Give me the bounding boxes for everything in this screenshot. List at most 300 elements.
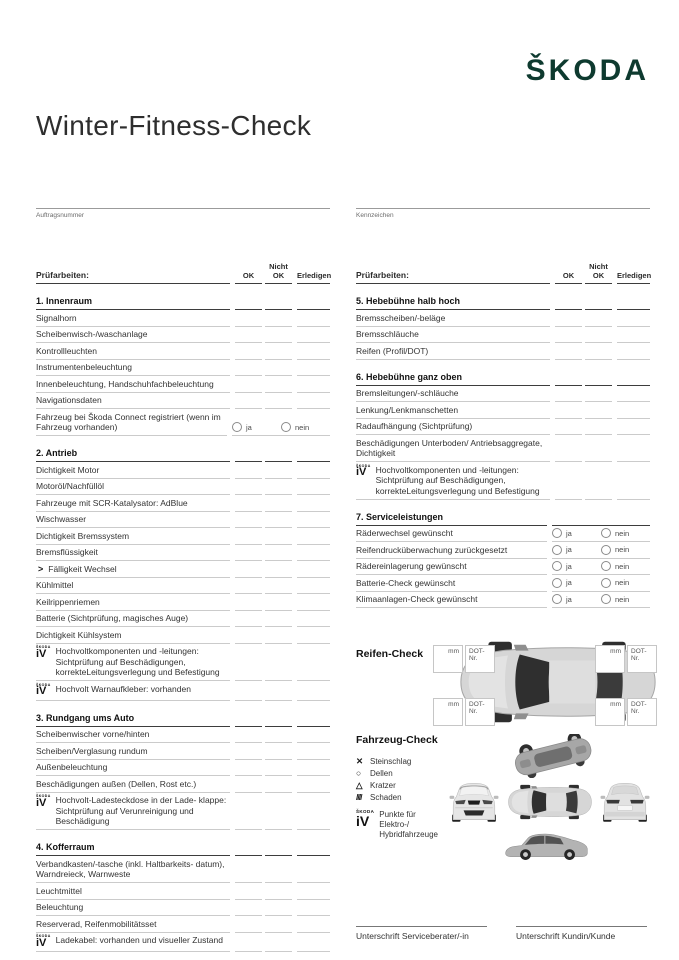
not-ok-mark-cell[interactable] [265,699,292,701]
not-ok-mark-cell[interactable] [585,433,612,435]
done-mark-cell[interactable] [297,559,330,561]
done-mark-cell[interactable] [297,625,330,627]
not-ok-mark-cell[interactable] [265,510,292,512]
check-row [36,743,330,760]
legend-symbol-icon: ○ [356,768,361,778]
signature-line[interactable] [356,918,487,927]
ok-mark-cell[interactable] [235,950,262,952]
done-mark-cell[interactable] [297,526,330,528]
radio-circle-icon[interactable] [232,422,242,432]
ok-mark-cell[interactable] [235,325,262,327]
done-mark-cell[interactable] [297,642,330,644]
not-ok-mark-cell [265,308,292,310]
not-ok-mark-cell[interactable] [265,758,292,760]
done-mark-cell[interactable] [617,417,650,419]
check-item-text: Kontrollleuchten [36,345,97,356]
legend-symbol-icon: //// [356,792,362,802]
done-header: Erledigen [297,271,330,284]
check-row [36,479,330,496]
check-row [36,644,330,682]
ok-mark-cell[interactable] [235,699,262,701]
ok-mark-cell[interactable] [235,881,262,883]
radio-circle-icon[interactable] [601,594,611,604]
done-mark-cell[interactable] [297,950,330,952]
tyre-mm-input-rear-right[interactable]: mm [595,698,625,726]
ok-mark-cell[interactable] [235,774,262,776]
check-row [356,526,650,543]
iv-mark-text: iV [356,466,367,478]
tyre-dot-input-rear-left[interactable]: DOT-Nr. [627,645,657,673]
done-mark-cell[interactable] [297,741,330,743]
ok-mark-cell[interactable] [235,609,262,611]
not-ok-mark-cell[interactable] [265,774,292,776]
ok-mark-cell [235,725,262,727]
done-mark-cell[interactable] [297,699,330,701]
skoda-iv-icon [36,646,51,660]
not-ok-mark-cell[interactable] [265,325,292,327]
check-item-label [356,542,547,559]
check-item-label [36,776,230,793]
ok-mark-cell[interactable] [555,460,582,462]
license-plate-label: Kennzeichen [356,212,394,219]
ok-mark-cell[interactable] [235,391,262,393]
ok-mark-cell[interactable] [235,341,262,343]
done-mark-cell[interactable] [617,498,650,500]
ok-mark-cell[interactable] [235,358,262,360]
not-ok-mark-cell[interactable] [265,881,292,883]
not-ok-mark-cell[interactable] [265,341,292,343]
tyre-mm-input-front-right[interactable]: mm [433,698,463,726]
check-item-text: Beschädigungen außen (Dellen, Rost etc.) [36,778,197,789]
check-item-label [356,419,550,436]
ja-nein-radios [552,526,650,542]
ok-mark-cell[interactable] [555,400,582,402]
done-mark-cell[interactable] [297,881,330,883]
done-mark-cell[interactable] [297,592,330,594]
done-mark-cell [617,384,650,386]
check-item-text: Batterie (Sichtprüfung, magisches Auge) [36,613,189,623]
ok-mark-cell[interactable] [235,477,262,479]
not-ok-mark-cell[interactable] [265,543,292,545]
done-header: Erledigen [617,271,650,284]
license-plate-input-line[interactable] [356,201,650,209]
ok-mark-cell[interactable] [235,828,262,830]
done-mark-cell[interactable] [297,407,330,409]
ja-nein-radios [552,592,650,608]
not-ok-mark-cell [265,854,292,856]
check-item-label [36,644,230,682]
legend-symbol-icon: △ [356,779,362,790]
vehicle-check-title: Fahrzeug-Check [356,734,438,746]
check-row [36,727,330,744]
done-mark-cell [297,308,330,310]
ok-mark-cell[interactable] [555,498,582,500]
check-item-label [36,681,230,701]
check-item-text: Hochvolt-Ladesteckdose in der Lade- klappe: Sichtprüfung auf Verunreinigung und Beschädigung [55,795,227,826]
not-ok-mark-cell[interactable] [265,592,292,594]
ok-mark-cell[interactable] [555,325,582,327]
car-top-view-image[interactable] [506,782,594,822]
done-mark-cell[interactable] [617,433,650,435]
check-item-text: Innenbeleuchtung, Handschuhfachbeleuchtung [36,378,214,389]
not-ok-mark-cell[interactable] [265,526,292,528]
ok-mark-cell[interactable] [235,914,262,916]
signature-line[interactable] [516,918,647,927]
car-front-view-image[interactable] [448,780,500,824]
check-item-text: Rädereinlagerung gewünscht [356,561,467,571]
check-section [36,713,330,831]
check-item-text: Hochvolt Warnaufkleber: vorhanden [55,683,191,694]
tasks-header: Prüfarbeiten: [356,270,550,284]
ok-mark-cell[interactable] [235,526,262,528]
check-row [356,419,650,436]
radio-label: nein [615,578,630,587]
done-mark-cell[interactable] [617,460,650,462]
ok-mark-cell[interactable] [235,625,262,627]
check-row [36,343,330,360]
check-item-text: Bremsschläuche [356,329,419,339]
check-item-label [36,376,230,393]
check-row [36,512,330,529]
not-ok-mark-cell[interactable] [585,358,612,360]
check-row [36,627,330,644]
done-mark-cell[interactable] [297,576,330,578]
not-ok-mark-cell[interactable] [265,931,292,933]
check-item-text: Motoröl/Nachfüllöl [36,481,105,491]
check-item-label [36,393,230,410]
check-item-text: Kühlmittel [36,580,74,590]
signature-customer[interactable] [516,918,647,941]
check-item-text: Bremsscheiben/-beläge [356,312,446,323]
radio-circle-icon[interactable] [552,594,562,604]
check-section [36,842,330,952]
check-item-label [36,462,230,479]
check-item-label [36,594,230,611]
ok-mark-cell[interactable] [555,358,582,360]
tyre-dot-input-front-left[interactable]: DOT-Nr. [465,645,495,673]
check-item-text: Dichtigkeit Bremssystem [36,530,130,541]
ok-mark-cell[interactable] [235,931,262,933]
not-ok-mark-cell [585,384,612,386]
not-ok-mark-cell[interactable] [265,407,292,409]
signature-area [356,918,650,941]
signature-service-advisor[interactable] [356,918,487,941]
tyre-mm-input-front-left[interactable]: mm [433,645,463,673]
radio-circle-icon[interactable] [601,545,611,555]
radio-label: nein [615,528,630,538]
ja-nein-radios [552,559,650,575]
check-row [356,402,650,419]
license-plate-field[interactable] [356,201,650,219]
not-ok-mark-cell[interactable] [265,391,292,393]
ok-mark-cell[interactable] [235,592,262,594]
check-row [36,900,330,917]
iv-mark-text: iV [36,685,47,697]
not-ok-mark-cell[interactable] [265,358,292,360]
check-item-label [356,462,550,500]
check-item-text: Beleuchtung [36,902,84,912]
done-mark-cell[interactable] [297,914,330,916]
done-mark-cell[interactable] [297,609,330,611]
done-mark-cell[interactable] [617,325,650,327]
done-mark-cell[interactable] [297,543,330,545]
check-row [356,559,650,576]
not-ok-mark-cell[interactable] [265,609,292,611]
check-row [36,916,330,933]
ok-mark-cell[interactable] [555,433,582,435]
check-item-text: Wischwasser [36,514,87,524]
ok-mark-cell [235,308,262,310]
done-mark-cell[interactable] [297,325,330,327]
ok-mark-cell[interactable] [235,407,262,409]
radio-nein[interactable] [601,528,650,538]
done-mark-cell [297,854,330,856]
radio-nein[interactable] [601,561,650,571]
not-ok-mark-cell[interactable] [265,898,292,900]
ok-mark-cell[interactable] [235,741,262,743]
check-item-label [356,343,550,360]
check-item-text: Fahrzeuge mit SCR-Katalysator: AdBlue [36,497,188,508]
check-item-label [36,578,230,595]
not-ok-mark-cell[interactable] [265,741,292,743]
table-header [356,262,650,284]
section-header-row [36,296,330,310]
order-number-field[interactable] [36,201,330,219]
radio-circle-icon[interactable] [601,578,611,588]
done-mark-cell[interactable] [297,679,330,681]
check-item-label [36,727,230,744]
not-ok-mark-cell[interactable] [585,325,612,327]
done-mark-cell [297,460,330,462]
section-header-row [36,448,330,462]
ok-mark-cell[interactable] [235,576,262,578]
check-item-label [36,760,230,777]
done-mark-cell[interactable] [617,400,650,402]
done-mark-cell[interactable] [297,510,330,512]
check-row [36,376,330,393]
ok-mark-cell[interactable] [235,374,262,376]
radio-ja[interactable] [552,528,601,538]
done-mark-cell[interactable] [297,493,330,495]
car-underbody-view-image[interactable] [504,734,602,778]
ok-mark-cell[interactable] [235,559,262,561]
not-ok-mark-cell[interactable] [265,642,292,644]
ok-header: OK [235,271,262,284]
radio-label: ja [566,528,572,538]
done-mark-cell[interactable] [297,774,330,776]
radio-nein[interactable] [601,594,650,604]
skoda-iv-icon: ŠKODA iV [356,809,375,829]
radio-label: ja [566,578,572,587]
order-number-input-line[interactable] [36,201,330,209]
ok-mark-cell[interactable] [235,898,262,900]
page-title: Winter-Fitness-Check [36,110,312,141]
not-ok-mark-cell[interactable] [265,914,292,916]
done-mark-cell[interactable] [297,374,330,376]
check-row [36,611,330,628]
tyre-check-title: Reifen-Check [356,648,424,660]
done-mark-cell [617,308,650,310]
check-row [36,310,330,327]
not-ok-mark-cell[interactable] [265,477,292,479]
ok-mark-cell[interactable] [235,642,262,644]
radio-circle-icon[interactable] [552,545,562,555]
radio-ja[interactable] [552,578,601,588]
done-mark-cell[interactable] [297,477,330,479]
done-mark-cell[interactable] [297,358,330,360]
check-item-text: Batterie-Check gewünscht [356,577,456,588]
ok-mark-cell [555,308,582,310]
not-ok-mark-cell[interactable] [585,400,612,402]
skoda-iv-icon [356,465,371,479]
not-ok-mark-cell[interactable] [585,498,612,500]
not-ok-mark-cell [585,308,612,310]
not-ok-mark-cell[interactable] [265,828,292,830]
check-item-label [36,856,230,883]
check-item-text: Verbandkasten/-tasche (inkl. Haltbarkeits- datum), Warndreieck, Warnweste [36,858,225,879]
done-mark-cell[interactable] [617,358,650,360]
vehicle-check-section [356,734,679,879]
ok-mark-cell[interactable] [235,510,262,512]
check-item-label [356,327,550,344]
car-side-view-image[interactable] [504,828,590,864]
check-item-text: Ladekabel: vorhanden und visueller Zustand [55,935,223,945]
check-item-label [36,409,227,436]
ok-mark-cell[interactable] [235,493,262,495]
radio-circle-icon[interactable] [281,422,291,432]
radio-nein[interactable] [601,578,650,588]
ok-mark-cell[interactable] [555,341,582,343]
vehicle-views [436,734,679,879]
check-item-label [36,545,230,562]
check-row [36,462,330,479]
check-section [356,512,650,609]
check-item-text: Reserverad, Reifenmobilitätsset [36,918,157,929]
ok-mark-cell[interactable] [235,679,262,681]
not-ok-mark-cell [265,725,292,727]
tasks-header: Prüfarbeiten: [36,270,230,284]
done-mark-cell[interactable] [297,341,330,343]
legend-label: Kratzer [370,780,396,790]
check-item-label [36,883,230,900]
skoda-iv-icon [36,795,51,809]
ja-nein-radios [552,543,650,559]
not-ok-mark-cell[interactable] [265,374,292,376]
check-item-label [356,592,547,609]
done-mark-cell[interactable] [297,391,330,393]
check-row [36,409,330,436]
skoda-iv-icon [36,684,51,698]
radio-nein[interactable] [601,545,650,555]
section-header-row [356,512,650,526]
ok-mark-cell[interactable] [235,758,262,760]
done-mark-cell[interactable] [297,931,330,933]
iv-brand-text: ŠKODA [36,934,51,938]
section-header-row [36,842,330,856]
done-mark-cell[interactable] [617,341,650,343]
not-ok-mark-cell[interactable] [585,341,612,343]
not-ok-mark-cell[interactable] [265,576,292,578]
check-item-label [36,512,230,529]
check-item-text: Scheiben/Verglasung rundum [36,745,148,756]
check-row [356,435,650,462]
not-ok-mark-cell[interactable] [585,460,612,462]
done-mark-cell[interactable] [297,898,330,900]
check-row [36,594,330,611]
check-item-text: Beschädigungen Unterboden/ Antriebsaggregate, Dichtigkeit [356,437,543,458]
radio-label: nein [615,594,630,604]
check-item-text: Radaufhängung (Sichtprüfung) [356,421,473,431]
check-item-label [36,327,230,344]
done-mark-cell[interactable] [297,758,330,760]
not-ok-mark-cell[interactable] [585,417,612,419]
check-item-label [356,386,550,403]
tyre-dot-input-rear-right[interactable]: DOT-Nr. [627,698,657,726]
section-title: 4. Kofferraum [36,842,230,856]
check-item-text: Keilrippenriemen [36,596,100,607]
done-mark-cell[interactable] [297,828,330,830]
check-section [36,296,330,436]
check-item-text: Fälligkeit Wechsel [48,563,117,574]
chevron-right-icon: > [38,563,44,574]
check-row [356,386,650,403]
tyre-mm-input-rear-left[interactable]: mm [595,645,625,673]
car-rear-view-image[interactable] [599,780,651,824]
check-row [36,545,330,562]
check-item-text: Hochvoltkomponenten und -leitungen: Sichtprüfung auf Beschädigungen, korrekteLeitungsverlegung und Befestigung [55,646,220,677]
section-title: 7. Serviceleistungen [356,512,547,526]
radio-label: ja [566,545,572,554]
radio-circle-icon[interactable] [601,528,611,538]
radio-circle-icon[interactable] [552,578,562,588]
not-ok-mark-cell[interactable] [265,625,292,627]
check-row [356,592,650,609]
radio-ja[interactable] [232,422,281,432]
not-ok-mark-cell[interactable] [265,791,292,793]
not-ok-mark-cell[interactable] [265,679,292,681]
check-item-label [36,933,230,953]
section-header-row [356,296,650,310]
iv-mark-text: iV [36,936,47,949]
ok-mark-cell[interactable] [555,417,582,419]
radio-ja[interactable] [552,594,601,604]
iv-brand-text: ŠKODA [356,463,371,468]
radio-nein[interactable] [281,422,330,432]
radio-ja[interactable] [552,545,601,555]
check-row [356,542,650,559]
radio-circle-icon[interactable] [552,561,562,571]
radio-circle-icon[interactable] [552,528,562,538]
radio-ja[interactable] [552,561,601,571]
check-row [36,393,330,410]
check-item-text: Klimaanlagen-Check gewünscht [356,594,478,604]
done-mark-cell[interactable] [297,791,330,793]
check-item-label [36,310,230,327]
ok-mark-cell[interactable] [235,791,262,793]
tyre-dot-input-front-right[interactable]: DOT-Nr. [465,698,495,726]
iv-mark-text: iV [36,647,47,660]
iv-note-text: Punkte für Elektro-/ Hybridfahrzeuge [379,810,438,839]
check-row [356,575,650,592]
check-row [36,760,330,777]
ok-mark-cell[interactable] [235,543,262,545]
section-title: 2. Antrieb [36,448,230,462]
not-ok-mark-cell[interactable] [265,950,292,952]
not-ok-mark-cell[interactable] [265,559,292,561]
check-item-text: Dichtigkeit Kühlsystem [36,629,122,640]
radio-circle-icon[interactable] [601,561,611,571]
not-ok-mark-cell[interactable] [265,493,292,495]
